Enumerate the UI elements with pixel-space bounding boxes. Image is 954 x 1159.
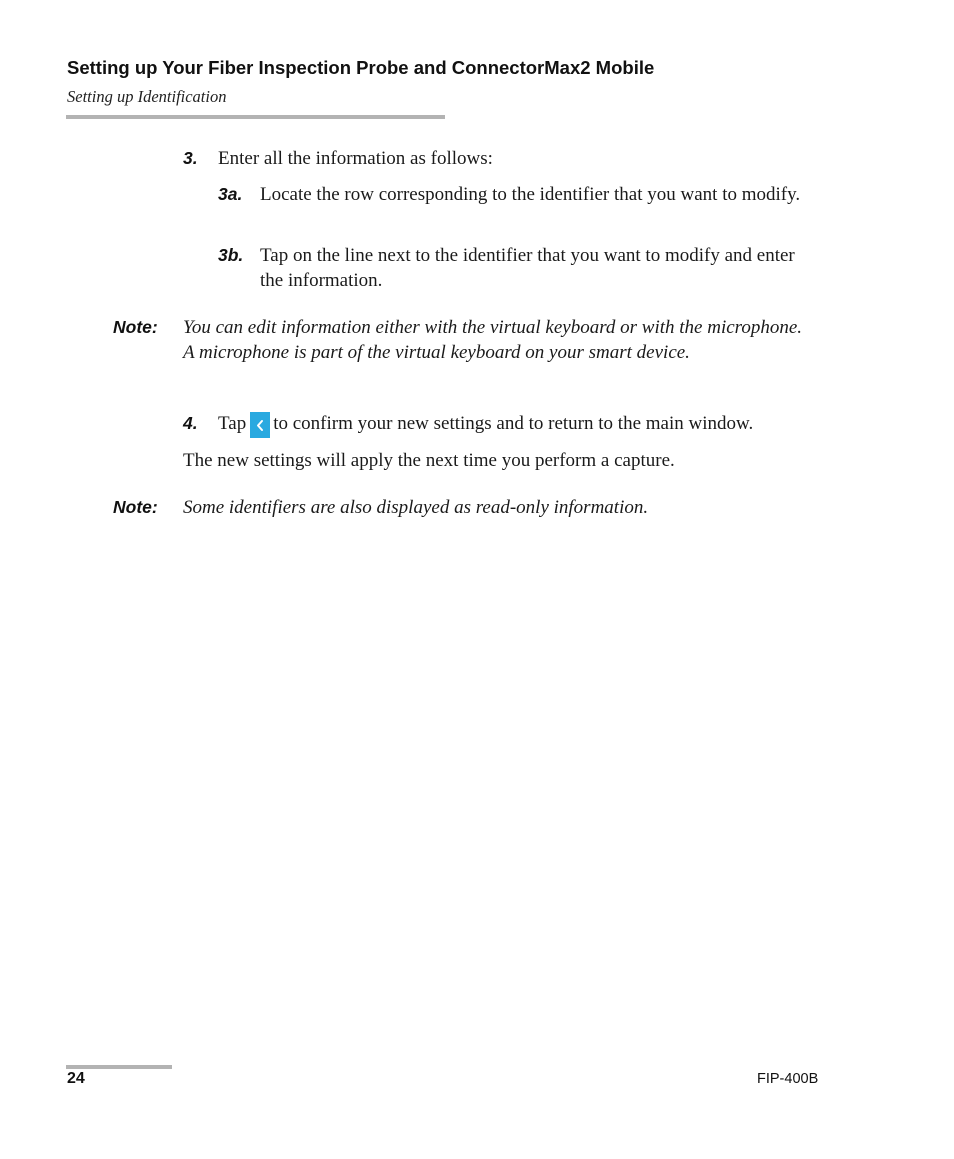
header-divider <box>66 115 445 119</box>
step-3a-number: 3a. <box>218 184 243 204</box>
step-4-line <box>218 411 858 438</box>
section-subtitle: Setting up Identification <box>67 87 227 106</box>
note-1-text: You can edit information either with the virtual keyboard or with the microphone. A microphone is part of the virtual keyboard on your smart device. <box>183 317 803 363</box>
step-3b-text: Tap on the line next to the identifier that you want to modify and enter the information. <box>260 245 795 291</box>
note-2-label: Note: <box>113 497 158 517</box>
step-4-text-after: to confirm your new settings and to return to the main window. <box>273 413 754 434</box>
step-4-number: 4. <box>183 413 198 433</box>
note-1-label: Note: <box>113 317 158 337</box>
note-2-text: Some identifiers are also displayed as read-only information. <box>183 497 649 518</box>
back-chevron-icon <box>250 412 270 438</box>
step-3b-number: 3b. <box>218 245 244 265</box>
page-number: 24 <box>67 1070 85 1087</box>
step-3-text: Enter all the information as follows: <box>218 148 493 169</box>
step-4-text-before: Tap <box>218 413 247 434</box>
step-3a-text: Locate the row corresponding to the identifier that you want to modify. <box>260 184 801 205</box>
step-4-result-text: The new settings will apply the next time you perform a capture. <box>183 450 675 471</box>
document-id: FIP-400B <box>757 1071 819 1087</box>
footer-divider <box>66 1065 172 1069</box>
chapter-title: Setting up Your Fiber Inspection Probe and ConnectorMax2 Mobile <box>67 57 655 78</box>
step-3-number: 3. <box>183 148 198 168</box>
